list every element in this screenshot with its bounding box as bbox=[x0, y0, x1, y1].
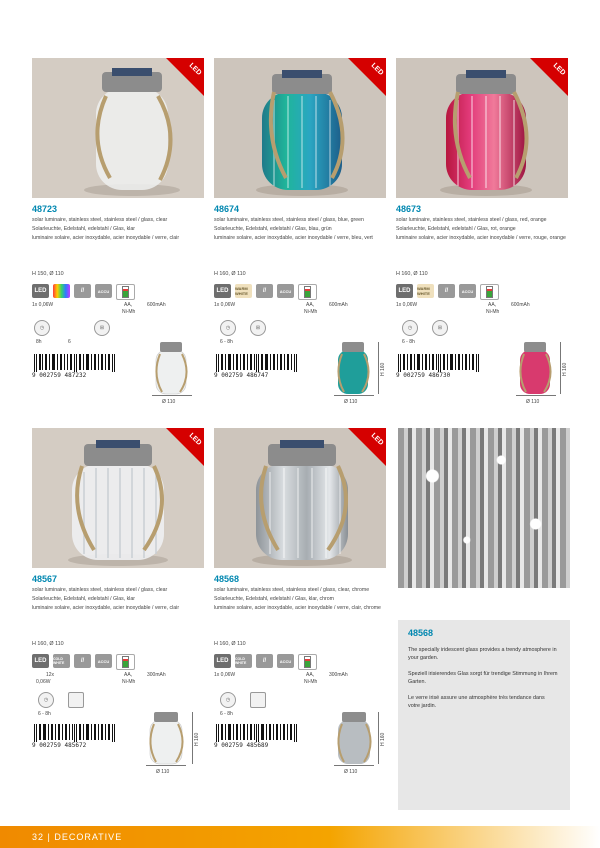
product-thumbnail bbox=[144, 708, 188, 768]
info-text-fr: Le verre irisé assure une atmosphère très tendance dans votre jardin. bbox=[408, 695, 545, 709]
feature-icons bbox=[32, 654, 135, 670]
height-dimension-line bbox=[378, 342, 379, 394]
diameter-label: Ø 110 bbox=[344, 399, 358, 405]
product-photo: LED bbox=[396, 58, 568, 198]
width-dimension-line bbox=[146, 765, 186, 766]
battery-icon bbox=[116, 284, 135, 300]
ip-rating-icon: // bbox=[256, 654, 273, 668]
accu-icon: ACCU bbox=[95, 654, 112, 668]
height-label: H 160 bbox=[194, 732, 200, 746]
width-dimension-line bbox=[516, 395, 556, 396]
led-badge bbox=[530, 58, 568, 96]
led-icon: LED bbox=[32, 654, 49, 668]
accu-icon: ACCU bbox=[277, 654, 294, 668]
timer-icon: ◷ bbox=[220, 320, 236, 336]
product-dimensions: H 160, Ø 110 bbox=[214, 641, 246, 647]
feature-icons bbox=[396, 284, 499, 300]
accu-icon: ACCU bbox=[459, 284, 476, 298]
product-thumbnail bbox=[514, 338, 558, 398]
accu-icon: ACCU bbox=[95, 284, 112, 298]
warm-white-icon: WARM WHITE bbox=[417, 284, 434, 298]
page-footer bbox=[0, 826, 600, 848]
accu-icon: ACCU bbox=[277, 284, 294, 298]
battery-icon bbox=[298, 654, 317, 670]
product-description: solar luminaire, stainless steel, stainless steel / glass, blue, green Solarleuchte, Edelstahl, edelstahl / Glas, blau, grün luminaire solaire, acier inoxydable, acier inoxydable / verre, bleu, vert bbox=[214, 217, 373, 241]
product-dimensions: H 160, Ø 110 bbox=[396, 271, 428, 277]
dimmer-icon: ⊞ bbox=[250, 320, 266, 336]
led-badge bbox=[166, 428, 204, 466]
led-badge bbox=[348, 58, 386, 96]
product-sku: 48568 bbox=[214, 574, 240, 584]
feature-icons bbox=[32, 284, 135, 300]
cold-white-icon: COLD WHITE bbox=[53, 654, 70, 668]
feature-icons bbox=[214, 654, 317, 670]
height-label: H 160 bbox=[380, 732, 386, 746]
product-dimensions: H 150, Ø 110 bbox=[32, 271, 64, 277]
info-text-de: Speziell irisierendes Glas sorgt für trendige Stimmung in Ihrem Garten. bbox=[408, 671, 558, 685]
product-photo: LED bbox=[214, 428, 386, 568]
battery-icon bbox=[116, 654, 135, 670]
product-sku: 48674 bbox=[214, 204, 240, 214]
dimmer-icon: ⊞ bbox=[94, 320, 110, 336]
barcode-number: 9 002759 485689 bbox=[214, 742, 269, 749]
info-text-en: The specially iridescent glass provides a trendy atmosphere in your garden. bbox=[408, 647, 557, 661]
barcode-number: 9 002759 486747 bbox=[214, 372, 269, 379]
warm-white-icon: WARM WHITE bbox=[235, 284, 252, 298]
timer-icon: ◷ bbox=[402, 320, 418, 336]
product-thumbnail bbox=[150, 338, 194, 398]
timer-icon: ◷ bbox=[220, 692, 236, 708]
product-dimensions: H 160, Ø 110 bbox=[214, 271, 246, 277]
dimmer-icon: ⊞ bbox=[432, 320, 448, 336]
product-sku: 48673 bbox=[396, 204, 422, 214]
barcode-number: 9 002759 487232 bbox=[32, 372, 87, 379]
product-description: solar luminaire, stainless steel, stainless steel / glass, clear Solarleuchte, Edelstahl, edelstahl / Glas, klar luminaire solaire, acier inoxydable, acier inoxydable / verre, clair bbox=[32, 217, 180, 241]
product-description: solar luminaire, stainless steel, stainless steel / glass, clear, chrome Solarleuchte, Edelstahl, edelstahl / Glas, klar, chrom luminaire solaire, acier inoxydable, acier inoxydable / verre, clair, chrome bbox=[214, 587, 381, 611]
direction-icon bbox=[250, 692, 266, 708]
direction-icon bbox=[68, 692, 84, 708]
width-dimension-line bbox=[334, 765, 374, 766]
product-photo: LED bbox=[32, 428, 204, 568]
led-badge bbox=[348, 428, 386, 466]
diameter-label: Ø 110 bbox=[156, 769, 170, 775]
product-description: solar luminaire, stainless steel, stainless steel / glass, clear Solarleuchte, Edelstahl, edelstahl / Glas, klar luminaire solaire, acier inoxydable, acier inoxydable / verre, clair bbox=[32, 587, 180, 611]
barcode-number: 9 002759 485672 bbox=[32, 742, 87, 749]
iridescent-glass-detail-photo bbox=[398, 428, 570, 588]
product-sku: 48723 bbox=[32, 204, 58, 214]
product-info-box bbox=[398, 620, 570, 810]
product-thumbnail bbox=[332, 338, 376, 398]
height-dimension-line bbox=[192, 712, 193, 764]
product-thumbnail bbox=[332, 708, 376, 768]
diameter-label: Ø 110 bbox=[344, 769, 358, 775]
led-icon: LED bbox=[214, 654, 231, 668]
ip-rating-icon: // bbox=[438, 284, 455, 298]
led-icon: LED bbox=[214, 284, 231, 298]
width-dimension-line bbox=[334, 395, 374, 396]
diameter-label: Ø 110 bbox=[162, 399, 176, 405]
feature-icons bbox=[214, 284, 317, 300]
height-dimension-line bbox=[378, 712, 379, 764]
led-icon: LED bbox=[32, 284, 49, 298]
product-sku: 48567 bbox=[32, 574, 58, 584]
battery-icon bbox=[298, 284, 317, 300]
barcode-number: 9 002759 486730 bbox=[396, 372, 451, 379]
diameter-label: Ø 110 bbox=[526, 399, 540, 405]
product-dimensions: H 160, Ø 110 bbox=[32, 641, 64, 647]
height-label: H 160 bbox=[380, 362, 386, 376]
product-photo: LED bbox=[214, 58, 386, 198]
info-title: 48568 bbox=[408, 628, 434, 638]
timer-icon: ◷ bbox=[34, 320, 50, 336]
led-icon: LED bbox=[396, 284, 413, 298]
timer-icon: ◷ bbox=[38, 692, 54, 708]
battery-icon bbox=[480, 284, 499, 300]
height-label: H 160 bbox=[562, 362, 568, 376]
ip-rating-icon: // bbox=[74, 654, 91, 668]
product-description: solar luminaire, stainless steel, stainless steel / glass, red, orange Solarleuchte, Edelstahl, edelstahl / Glas, rot, orange luminaire solaire, acier inoxydable, acier inoxydable / verre, rouge, orange bbox=[396, 217, 566, 241]
rgb-icon bbox=[53, 284, 70, 298]
page-number-section: 32 | DECORATIVE bbox=[32, 832, 123, 842]
led-badge bbox=[166, 58, 204, 96]
cold-white-icon: COLD WHITE bbox=[235, 654, 252, 668]
ip-rating-icon: // bbox=[256, 284, 273, 298]
ip-rating-icon: // bbox=[74, 284, 91, 298]
height-dimension-line bbox=[560, 342, 561, 394]
product-photo: LED bbox=[32, 58, 204, 198]
width-dimension-line bbox=[152, 395, 192, 396]
